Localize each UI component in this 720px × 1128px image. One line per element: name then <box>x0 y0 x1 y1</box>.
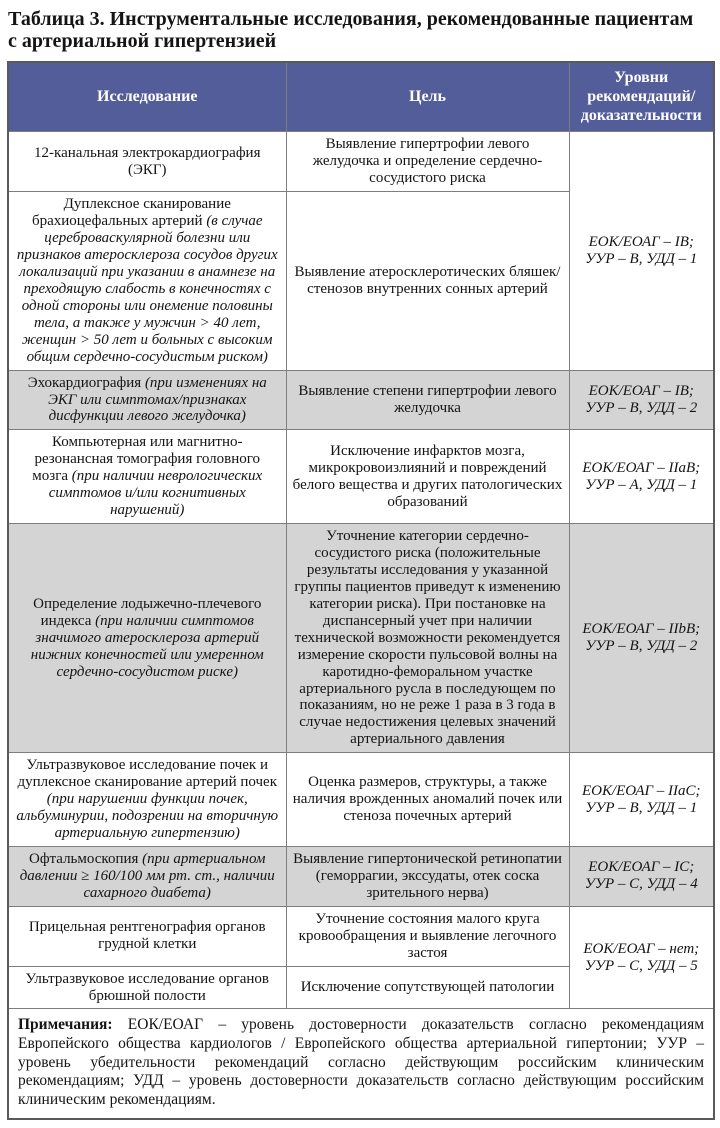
study-name: 12-канальная электрокардиография (ЭКГ) <box>34 144 261 178</box>
notes-row <box>8 1009 714 1119</box>
study-cell <box>8 132 286 192</box>
level-cell: ЕОК/ЕОАГ – нет; УУР – С, УДД – 5 <box>569 906 714 1009</box>
purpose-cell: Выявление гипертонической ретинопатии (геморрагии, экссудаты, отек соска зрительного нерва) <box>286 846 569 906</box>
level-cell: ЕОК/ЕОАГ – IB; УУР – В, УДД – 2 <box>569 370 714 430</box>
study-cell <box>8 846 286 906</box>
study-name: Офтальмоскопия <box>28 850 139 867</box>
level-cell: ЕОК/ЕОАГ – IIaB; УУР – А, УДД – 1 <box>569 430 714 524</box>
purpose-cell: Оценка размеров, структуры, а также наличия врожденных аномалий почек или стеноза почечных артерий <box>286 753 569 847</box>
table-caption <box>8 8 713 53</box>
study-cell <box>8 966 286 1009</box>
table-row <box>8 906 714 966</box>
level-cell: ЕОК/ЕОАГ – IC; УУР – С, УДД – 4 <box>569 846 714 906</box>
purpose-cell: Уточнение категории сердечно-сосудистого риска (положительные результаты исследования у указанной группы пациентов приведут к изменению категории риска). При постановке на диспансерный учет при наличии технической возможности рекомендуется измерение скорости пульсовой волны на каротидно-феморальном участке артериального русла в последующем по показаниям, но не реже 1 раза в 3 года в случае недостижения целевых значений артериального давления <box>286 524 569 753</box>
purpose-cell: Выявление гипертрофии левого желудочка и определение сердечно-сосудистого риска <box>286 132 569 192</box>
table-row <box>8 753 714 847</box>
study-condition-note: (при наличии симптомов значимого атеросклероза артерий нижних конечностей или умеренном сердечно-сосудистом риске) <box>30 612 264 680</box>
purpose-cell: Уточнение состояния малого круга кровообращения и выявление легочного застоя <box>286 906 569 966</box>
study-cell <box>8 906 286 966</box>
purpose-cell: Исключение сопутствующей патологии <box>286 966 569 1009</box>
purpose-cell: Исключение инфарктов мозга, микрокровоизлияний и повреждений белого вещества и других патологических образований <box>286 430 569 524</box>
study-name: Дуплексное сканирование брахиоцефальных артерий <box>31 196 231 230</box>
study-condition-note: (при нарушении функции почек, альбуминурии, подозрении на вторичную артериальную гипертензию) <box>16 791 279 842</box>
study-condition-note: (в случае цереброваскулярной болезни или признаков атеросклероза сосудов других локализаций при указании в анамнезе на преходящую слабость в конечностях с одной стороны или онемение половины тела, а также у мужчин > 40 лет, женщин > 50 лет и больных с высоким общим сердечно-сосудистым риском) <box>16 213 278 365</box>
study-cell <box>8 524 286 753</box>
study-name: Ультразвуковое исследование органов брюшной полости <box>25 970 269 1004</box>
study-name: Прицельная рентгенография органов грудной клетки <box>28 919 266 953</box>
study-condition-note: (при наличии неврологических симптомов и/или когнитивных нарушений) <box>48 468 263 519</box>
column-header-purpose: Цель <box>286 62 569 132</box>
table-row <box>8 524 714 753</box>
caption-line-2: с артериальной гипертензией <box>8 30 277 53</box>
study-name: Определение лодыжечно-плечевого индекса <box>33 595 262 629</box>
study-name: Компьютерная или магнитно-резонансная томография головного мозга <box>32 434 261 485</box>
study-condition-note: (при изменениях на ЭКГ или симптомах/признаках дисфункции левого желудочка) <box>48 374 267 425</box>
level-cell: ЕОК/ЕОАГ – IIaC; УУР – В, УДД – 1 <box>569 753 714 847</box>
table-row <box>8 370 714 430</box>
purpose-cell: Выявление степени гипертрофии левого желудочка <box>286 370 569 430</box>
instrumental-studies-table <box>7 61 715 1121</box>
notes-label: Примечания: <box>18 1016 113 1034</box>
notes-text: ЕОК/ЕОАГ – уровень достоверности доказательств согласно рекомендациям Европейского общества кардиологов / Европейского общества артериальной гипертонии; УУР – уровень убедительности рекомендаций согласно действующим российским клиническим рекомендациям; УДД – уровень достоверности доказательств согласно действующим российским клиническим рекомендациям. <box>18 1016 705 1108</box>
table-row <box>8 132 714 192</box>
level-cell: ЕОК/ЕОАГ – IB; УУР – В, УДД – 1 <box>569 132 714 370</box>
header-row <box>8 62 714 132</box>
study-cell <box>8 753 286 847</box>
notes-cell <box>8 1009 714 1119</box>
column-header-study: Исследование <box>8 62 286 132</box>
study-condition-note: (при артериальном давлении ≥ 160/100 мм рт. ст., наличии сахарного диабета) <box>19 850 275 901</box>
study-cell <box>8 192 286 370</box>
study-cell <box>8 430 286 524</box>
column-header-levels: Уровни рекомендаций/ доказательности <box>569 62 714 132</box>
study-name: Эхокардиография <box>27 374 142 391</box>
level-cell: ЕОК/ЕОАГ – IIbB; УУР – В, УДД – 2 <box>569 524 714 753</box>
study-cell <box>8 370 286 430</box>
table-row <box>8 430 714 524</box>
table-row <box>8 846 714 906</box>
purpose-cell: Выявление атеросклеротических бляшек/стенозов внутренних сонных артерий <box>286 192 569 370</box>
caption-line-1: Таблица 3. Инструментальные исследования, рекомендованные пациентам <box>8 8 694 30</box>
table-body <box>8 132 714 1009</box>
study-name: Ультразвуковое исследование почек и дуплексное сканирование артерий почек <box>17 757 278 791</box>
